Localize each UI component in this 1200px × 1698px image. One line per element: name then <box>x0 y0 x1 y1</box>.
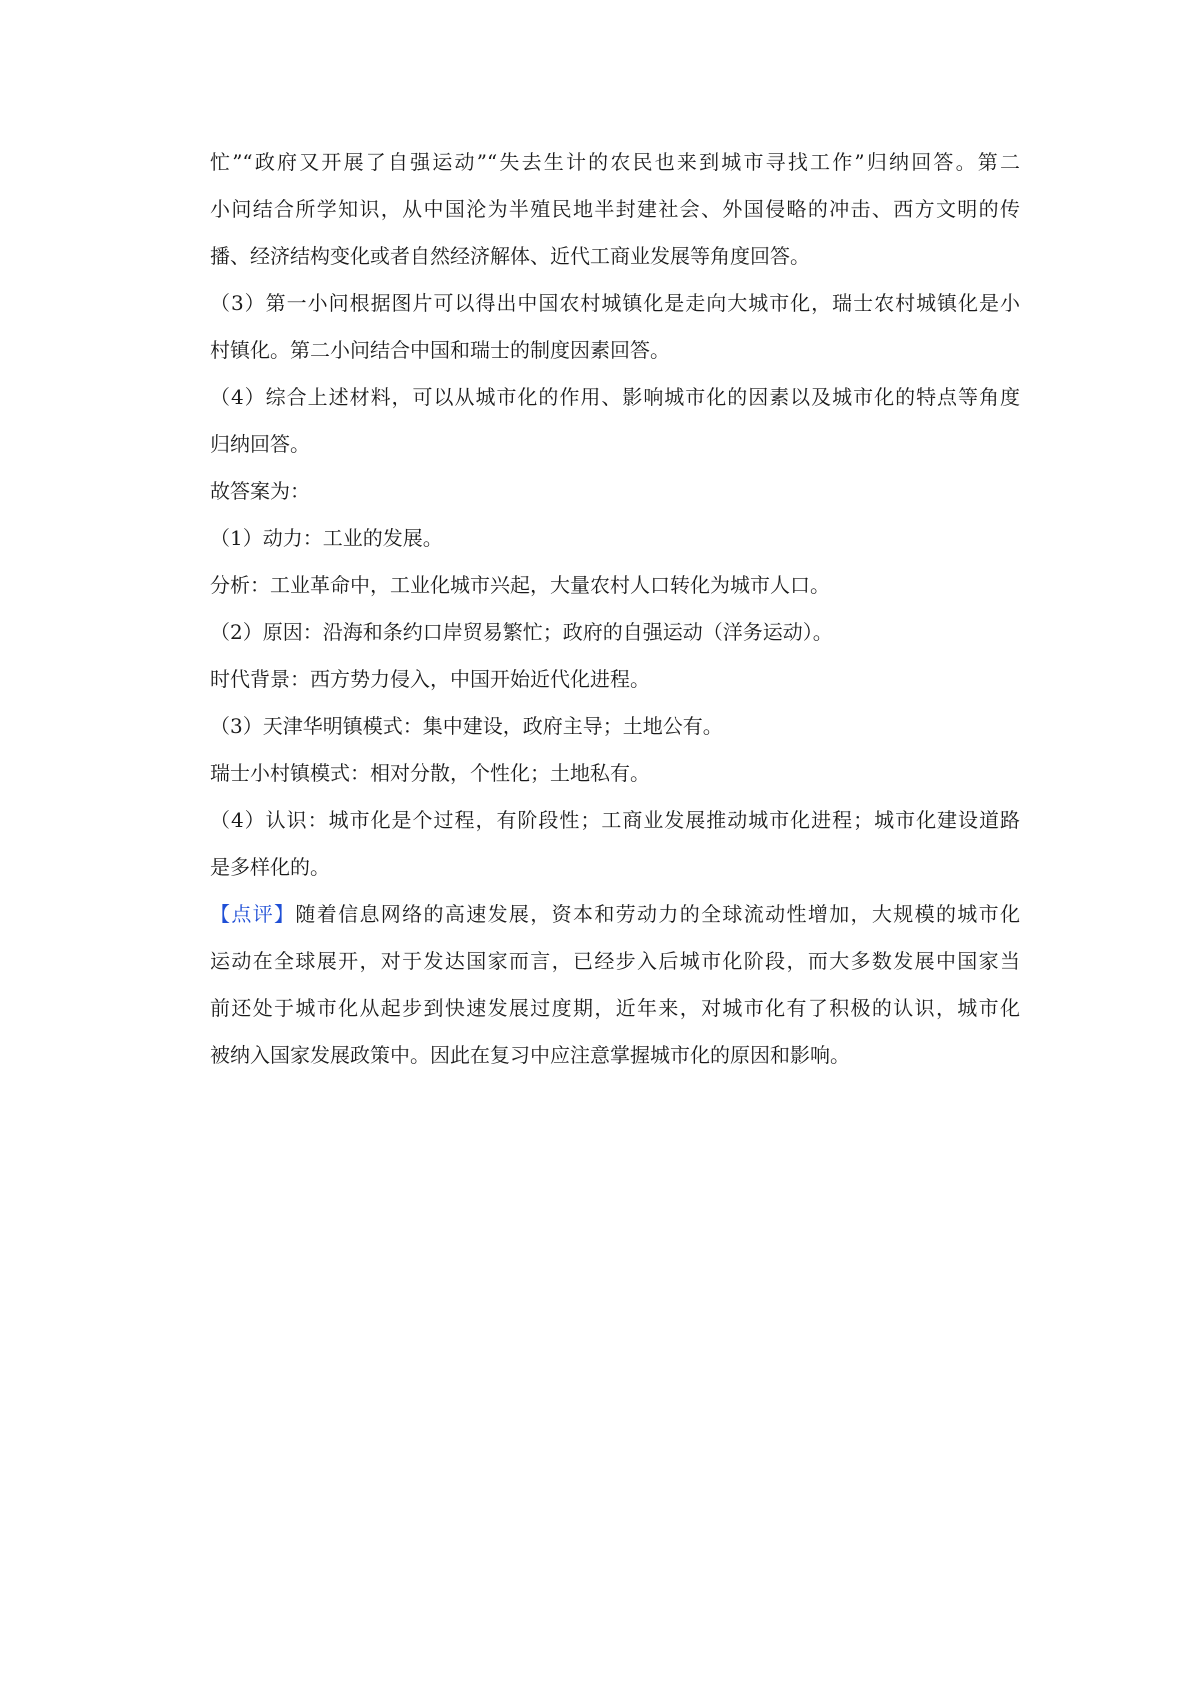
comment-tag: 【点评】 <box>210 902 296 926</box>
comment-line: 被纳入国家发展政策中。因此在复习中应注意掌握城市化的原因和影响。 <box>210 1043 850 1067</box>
paragraph-analysis-q3 <box>210 290 1020 384</box>
paragraph-analysis-q2-continued <box>210 149 1020 290</box>
text-line: （4）认识：城市化是个过程，有阶段性；工商业发展推动城市化进程；城市化建设道路 <box>210 808 1020 832</box>
comment-line: 运动在全球展开，对于发达国家而言，已经步入后城市化阶段，而大多数发展中国家当 <box>210 949 1020 973</box>
answer-q3-tianjin: （3）天津华明镇模式：集中建设，政府主导；土地公有。 <box>210 714 723 738</box>
text-line: 村镇化。第二小问结合中国和瑞士的制度因素回答。 <box>210 338 670 362</box>
answer-q2: （2）原因：沿海和条约口岸贸易繁忙；政府的自强运动（洋务运动）。 <box>210 620 833 644</box>
comment-paragraph <box>210 901 1020 1089</box>
text-line: （4）综合上述材料，可以从城市化的作用、影响城市化的因素以及城市化的特点等角度 <box>210 385 1020 409</box>
text-line: （3）第一小问根据图片可以得出中国农村城镇化是走向大城市化，瑞士农村城镇化是小 <box>210 291 1020 315</box>
answer-intro: 故答案为： <box>210 479 310 503</box>
paragraph-analysis-q4 <box>210 384 1020 478</box>
document-page <box>210 149 1020 1089</box>
text-line: 忙”“政府又开展了自强运动”“失去生计的农民也来到城市寻找工作”归纳回答。第二 <box>210 150 1020 174</box>
answer-q2-background: 时代背景：西方势力侵入，中国开始近代化进程。 <box>210 667 650 691</box>
text-line: 是多样化的。 <box>210 855 330 879</box>
comment-line <box>210 901 1020 948</box>
text-line: 播、经济结构变化或者自然经济解体、近代工商业发展等角度回答。 <box>210 244 810 268</box>
answer-q1-analysis: 分析：工业革命中，工业化城市兴起，大量农村人口转化为城市人口。 <box>210 573 830 597</box>
text-line: 归纳回答。 <box>210 432 310 456</box>
comment-text: 随着信息网络的高速发展，资本和劳动力的全球流动性增加，大规模的城市化 <box>295 902 1021 926</box>
text-line: 小问结合所学知识，从中国沦为半殖民地半封建社会、外国侵略的冲击、西方文明的传 <box>210 197 1020 221</box>
comment-line: 前还处于城市化从起步到快速发展过度期，近年来，对城市化有了积极的认识，城市化 <box>210 996 1020 1020</box>
answer-q1: （1）动力：工业的发展。 <box>210 526 443 550</box>
paragraph-answer-q4 <box>210 807 1020 901</box>
answer-q3-swiss: 瑞士小村镇模式：相对分散，个性化；土地私有。 <box>210 761 650 785</box>
